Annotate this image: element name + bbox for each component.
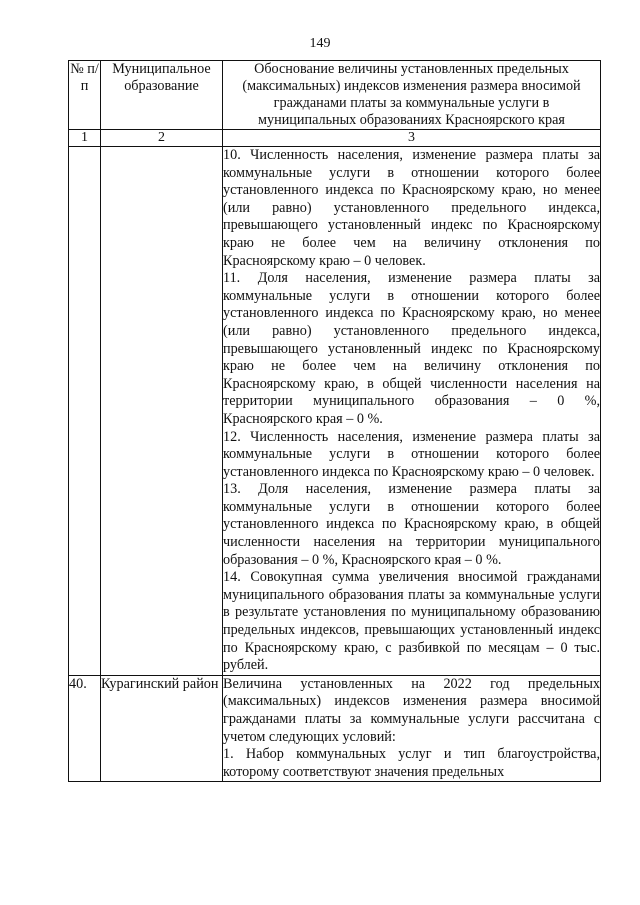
- paragraph-11: 11. Доля населения, изменение размера платы за коммунальные услуги в отношении которого более установленного индекса по Красноярскому краю, но менее (или равно) установленного предельного индекса, превышающего установленный индекс по Красноярскому краю не более чем на величину отклонения по Красноярскому краю, в общей численности населения на территории муниципального образования – 0 %, Красноярского края – 0 %.: [223, 270, 600, 427]
- header-justification: Обоснование величины установленных предельных (максимальных) индексов изменения размера вносимой гражданами платы за коммунальные услуги в муниципальных образованиях Красноярского края: [223, 61, 601, 130]
- table-row: [69, 675, 601, 782]
- page-number: 149: [309, 36, 331, 51]
- header-municipality: Муниципальное образование: [101, 61, 223, 130]
- column-number-2: 2: [101, 130, 223, 147]
- paragraph-10: 10. Численность населения, изменение размера платы за коммунальные услуги в отношении которого более установленного индекса по Красноярскому краю, но менее (или равно) установленного предельного индекса, превышающего установленный индекс по Красноярскому краю не более чем на величину отклонения по Красноярскому краю – 0 человек.: [223, 147, 600, 269]
- paragraph-1: 1. Набор коммунальных услуг и тип благоустройства, которому соответствуют значения предельных: [223, 746, 600, 780]
- header-number: № п/п: [69, 61, 101, 130]
- row-justification: [223, 147, 601, 676]
- paragraph-12: 12. Численность населения, изменение размера платы за коммунальные услуги в отношении которого более установленного индекса по Красноярскому краю – 0 человек.: [223, 428, 600, 480]
- row-number: [69, 147, 101, 676]
- paragraph-13: 13. Доля населения, изменение размера платы за коммунальные услуги в отношении которого более установленного индекса по Красноярскому краю, в общей численности населения на территории муниципального образования – 0 %, Красноярского края – 0 %.: [223, 481, 600, 568]
- column-number-row: [69, 130, 601, 147]
- row-justification: [223, 675, 601, 782]
- column-number-1: 1: [69, 130, 101, 147]
- row-municipality: Курагинский район: [101, 675, 223, 782]
- row-number: 40.: [69, 675, 101, 782]
- column-number-3: 3: [223, 130, 601, 147]
- table-row: [69, 147, 601, 676]
- paragraph-14: 14. Совокупная сумма увеличения вносимой гражданами муниципального образования платы за коммунальные услуги в результате установления по муниципальному образованию предельных индексов, превышающих установленный индекс по Красноярскому краю, с разбивкой по месяцам – 0 тыс. рублей.: [223, 569, 600, 674]
- paragraph-intro: Величина установленных на 2022 год предельных (максимальных) индексов изменения размера вносимой гражданами платы за коммунальные услуги рассчитана с учетом следующих условий:: [223, 675, 600, 745]
- table-header-row: [69, 61, 601, 130]
- justification-table: [68, 60, 601, 782]
- row-municipality: [101, 147, 223, 676]
